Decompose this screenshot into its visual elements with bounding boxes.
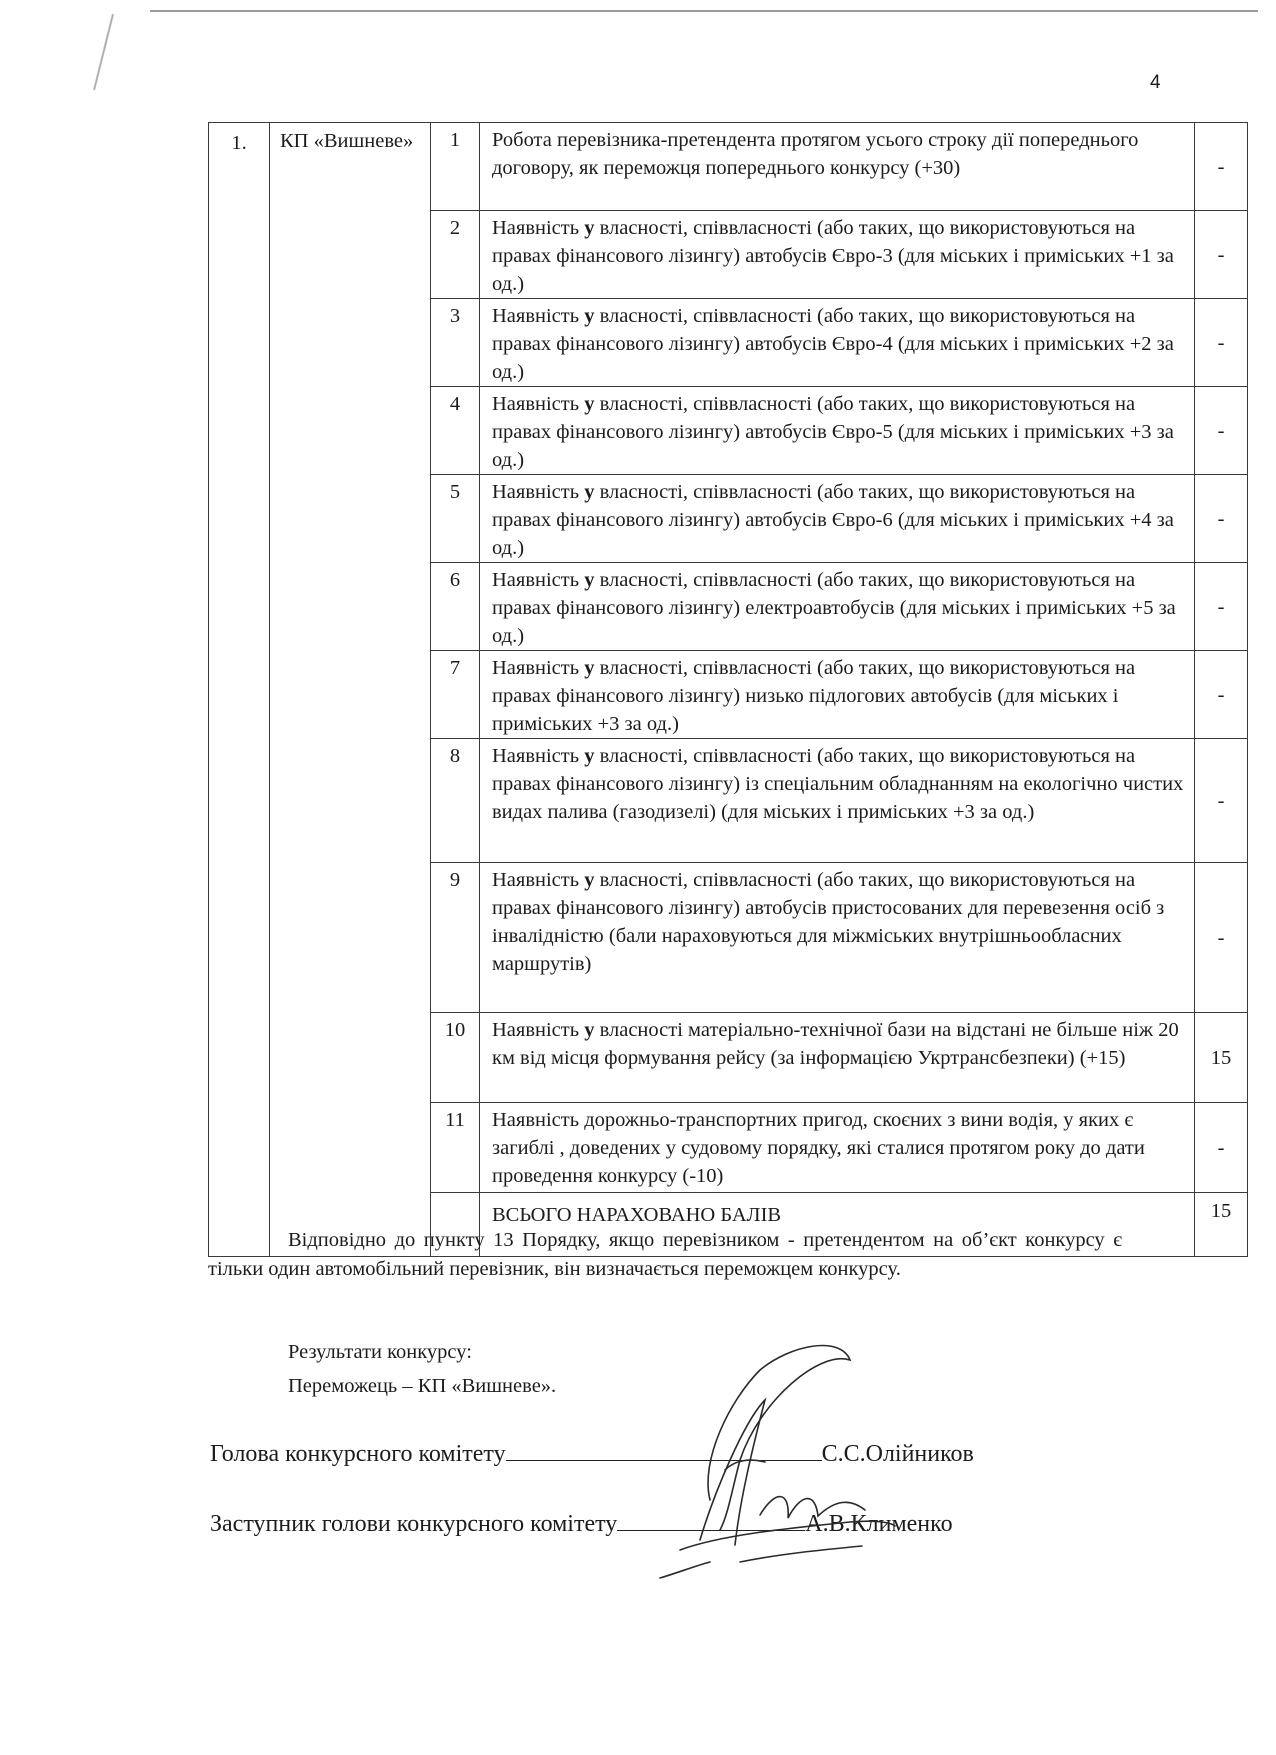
scan-page-edge (150, 10, 1258, 12)
row-number-cell: 1. (209, 123, 270, 1257)
criterion-index: 7 (431, 651, 480, 739)
criterion-score: - (1195, 863, 1248, 1013)
signature-stroke (760, 1497, 865, 1518)
total-label: ВСЬОГО НАРАХОВАНО БАЛІВ (480, 1193, 1195, 1257)
criterion-score: - (1195, 299, 1248, 387)
criterion-index: 8 (431, 739, 480, 863)
criterion-index: 1 (431, 123, 480, 211)
results-label: Результати конкурсу: (288, 1341, 472, 1363)
table-row (209, 123, 1248, 211)
criterion-index: 11 (431, 1103, 480, 1193)
criterion-text: Наявність у власності, співвласності (або таких, що використовуються на правах фінансового лізингу) автобусів Євро-4 (для міських і приміських +2 за од.) (480, 299, 1195, 387)
deputy-name: А.В.Клименко (805, 1511, 953, 1537)
criterion-text: Робота перевізника-претендента протягом усього строку дії попереднього договору, як переможця попереднього конкурсу (+30) (480, 123, 1195, 211)
rule-paragraph: Відповідно до пункту 13 Порядку, якщо перевізником - претендентом на об’єкт конкурсу є тільки один автомобільний перевізник, він визначається переможцем конкурсу. (208, 1229, 1122, 1280)
signature-stroke (700, 1400, 765, 1545)
chair-role: Голова конкурсного комітету (210, 1441, 506, 1467)
criterion-score: - (1195, 387, 1248, 475)
criterion-score: 15 (1195, 1013, 1248, 1103)
criterion-text: Наявність у власності, співвласності (або таких, що використовуються на правах фінансового лізингу) автобусів Євро-6 (для міських і приміських +4 за од.) (480, 475, 1195, 563)
criterion-text: Наявність у власності, співвласності (або таких, що використовуються на правах фінансового лізингу) із спеціальним обладнанням на екологічно чистих видах палива (газодизелі) (для міських і приміських +3 за од.) (480, 739, 1195, 863)
scoring-table (208, 122, 1248, 1257)
criterion-text: Наявність у власності матеріально-технічної бази на відстані не більше ніж 20 км від місця формування рейсу (за інформацією Укртрансбезпеки) (+15) (480, 1013, 1195, 1103)
criterion-text: Наявність у власності, співвласності (або таких, що використовуються на правах фінансового лізингу) автобусів Євро-3 (для міських і приміських +1 за од.) (480, 211, 1195, 299)
deputy-role: Заступник голови конкурсного комітету (210, 1511, 618, 1537)
criterion-text: Наявність дорожньо-транспортних пригод, скоєних з вини водія, у яких є загиблі , доведених у судовому порядку, які сталися протягом року до дати проведення конкурсу (-10) (480, 1103, 1195, 1193)
scan-corner-fold (93, 14, 114, 90)
signature-stroke (660, 1562, 710, 1578)
criterion-index: 5 (431, 475, 480, 563)
criterion-index: 6 (431, 563, 480, 651)
criterion-index: 2 (431, 211, 480, 299)
chair-name: С.С.Олійников (821, 1441, 974, 1467)
winner-line: Переможець – КП «Вишневе». (288, 1375, 557, 1397)
criterion-index: 3 (431, 299, 480, 387)
criterion-index: 4 (431, 387, 480, 475)
criterion-text: Наявність у власності, співвласності (або таких, що використовуються на правах фінансового лізингу) електроавтобусів (для міських і приміських +5 за од.) (480, 563, 1195, 651)
criterion-score: - (1195, 211, 1248, 299)
handwritten-signature (640, 1340, 900, 1590)
criterion-index: 9 (431, 863, 480, 1013)
page-number: 4 (1150, 72, 1161, 93)
criterion-text: Наявність у власності, співвласності (або таких, що використовуються на правах фінансового лізингу) автобусів пристосованих для перевезення осіб з інвалідністю (бали нараховуються для міжміських внутрішньообласних маршрутів) (480, 863, 1195, 1013)
criterion-text: Наявність у власності, співвласності (або таких, що використовуються на правах фінансового лізингу) автобусів Євро-5 (для міських і приміських +3 за од.) (480, 387, 1195, 475)
criterion-index: 10 (431, 1013, 480, 1103)
criterion-score: - (1195, 651, 1248, 739)
criterion-score: - (1195, 123, 1248, 211)
signature-stroke (740, 1546, 862, 1562)
criterion-score: - (1195, 739, 1248, 863)
scoring-table-body (209, 123, 1248, 1257)
organization-cell: КП «Вишневе» (270, 123, 431, 1257)
criterion-score: - (1195, 1103, 1248, 1193)
criterion-score: - (1195, 563, 1248, 651)
criterion-text: Наявність у власності, співвласності (або таких, що використовуються на правах фінансового лізингу) низько підлогових автобусів (для міських і приміських +3 за од.) (480, 651, 1195, 739)
total-score: 15 (1195, 1193, 1248, 1257)
signature-stroke (708, 1346, 850, 1530)
criterion-score: - (1195, 475, 1248, 563)
